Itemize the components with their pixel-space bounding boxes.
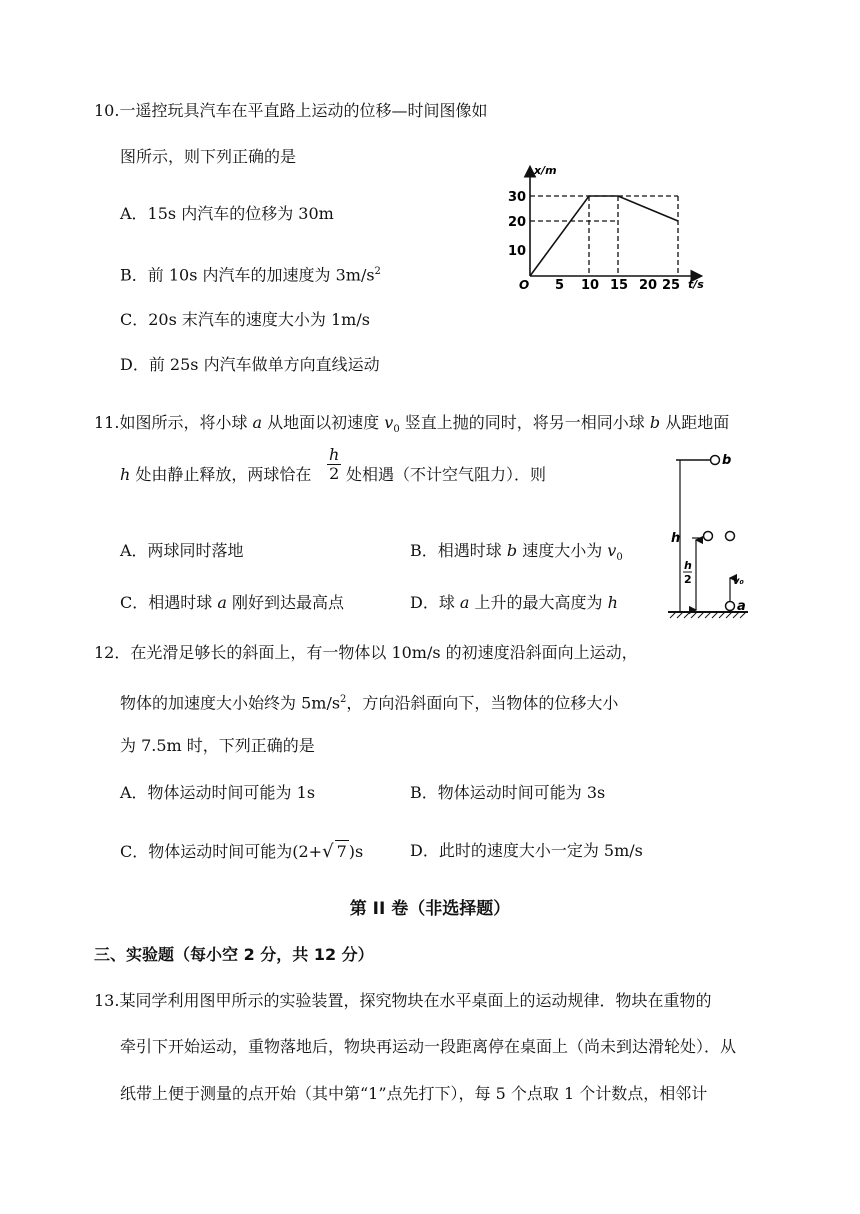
q12-option-c	[120, 840, 363, 863]
q11-stem-text-2: 从地面以初速度	[262, 413, 385, 432]
q12-stem-line2-exponent: 2	[340, 694, 347, 705]
graph-guide-lines	[530, 196, 678, 276]
q12-option-b: B．物体运动时间可能为 3s	[410, 783, 606, 802]
q11-stem-line1	[94, 412, 729, 441]
sqrt-sign: √	[322, 841, 334, 862]
ball-b-meet	[704, 532, 713, 541]
q12-option-a: A．物体运动时间可能为 1s	[120, 783, 316, 802]
q10-option-b	[120, 261, 381, 286]
q11-var-b: b	[649, 413, 661, 432]
q12-stem-line3: 为 7.5m 时，下列正确的是	[120, 736, 315, 755]
graph-origin: O	[519, 278, 530, 292]
part3-title: 三、实验题（每小空 2 分，共 12 分）	[94, 945, 374, 964]
q11-var-a: a	[252, 413, 263, 432]
q10-xt-graph	[500, 158, 720, 292]
graph-xtick-10: 10	[581, 278, 600, 292]
q10-option-b-text: B．前 10s 内汽车的加速度为 3m/s	[120, 265, 375, 285]
q11-var-h: h	[120, 465, 131, 484]
q11-frac-num: h	[329, 445, 340, 464]
q10-stem-line1: 10.一遥控玩具汽车在平直路上运动的位移—时间图像如	[94, 101, 488, 120]
graph-ytick-10: 10	[508, 244, 527, 259]
ball-a-ground	[726, 602, 735, 611]
ball-a-meet	[726, 532, 735, 541]
q12-stem-line2	[120, 689, 618, 714]
q11-option-b	[410, 540, 623, 569]
ball-b-top	[711, 456, 720, 465]
graph-xlabel: t/s	[688, 278, 704, 291]
q11-option-b-v: v	[607, 541, 617, 560]
q11-option-a: A．两球同时落地	[120, 541, 244, 560]
graph-xtick-20: 20	[639, 278, 658, 292]
q10-option-a: A．15s 内汽车的位移为 30m	[120, 204, 334, 223]
q11-option-c	[120, 592, 344, 614]
q13-line1: 13.某同学利用图甲所示的实验装置，探究物块在水平桌面上的运动规律．物块在重物的	[94, 991, 712, 1010]
graph-xtick-25: 25	[662, 278, 681, 292]
q11-v0-sub: 0	[393, 424, 400, 436]
q12-stem-line2-post: ，方向沿斜面向下，当物体的位移大小	[346, 693, 619, 713]
q11-v0: v	[384, 413, 394, 432]
q11-stem-line2-end: 处相遇（不计空气阻力）．则	[346, 465, 547, 484]
q11-stem-text-4: 从距地面	[660, 413, 730, 432]
q10-option-c: C．20s 末汽车的速度大小为 1m/s	[120, 310, 370, 329]
q11-option-d-h: h	[607, 593, 618, 612]
q11-stem-text-5: 处由静止释放，两球恰在	[130, 465, 312, 484]
figure-label-h2-den: 2	[684, 573, 692, 586]
q11-option-c-post: 刚好到达最高点	[226, 593, 344, 612]
graph-xtick-5: 5	[555, 278, 565, 292]
q11-option-b-text: B．相遇时球	[410, 541, 507, 560]
q12-stem-line2-pre: 物体的加速度大小始终为 5m/s	[120, 693, 341, 713]
figure-label-a: a	[737, 599, 746, 614]
figure-label-v0: v₀	[733, 576, 744, 587]
q10-stem-line2: 图所示，则下列正确的是	[120, 147, 297, 166]
q11-option-b-var: b	[506, 541, 518, 560]
graph-ytick-20: 20	[508, 215, 527, 230]
figure-label-h2-num: h	[684, 559, 692, 572]
q13-line3: 纸带上便于测量的点开始（其中第“1”点先打下），每 5 个点取 1 个计数点，相邻计	[120, 1084, 708, 1103]
q12-option-d: D．此时的速度大小一定为 5m/s	[410, 841, 643, 860]
q12-option-c-post: )s	[348, 842, 364, 861]
q10-option-b-exponent: 2	[374, 266, 381, 277]
q13-line2: 牵引下开始运动，重物落地后，物块再运动一段距离停在桌面上（尚未到达滑轮处）．从	[120, 1037, 737, 1056]
q11-option-d-text: D．球	[410, 593, 460, 612]
graph-xtick-15: 15	[610, 278, 629, 292]
q11-option-c-text: C．相遇时球	[120, 593, 218, 612]
q10-option-d: D．前 25s 内汽车做单方向直线运动	[120, 355, 380, 374]
q11-option-b-mid: 速度大小为	[517, 541, 608, 560]
graph-ylabel: x/m	[534, 164, 557, 177]
q11-option-b-sub: 0	[616, 552, 623, 564]
q11-frac-den: 2	[329, 464, 340, 483]
figure-label-b: b	[722, 453, 732, 468]
q11-figure	[660, 446, 760, 624]
q12-option-c-pre: C．物体运动时间可能为(2+	[120, 842, 323, 861]
q12-stem-line1: 12．在光滑足够长的斜面上，有一物体以 10m/s 的初速度沿斜面向上运动，	[94, 643, 638, 662]
q11-stem-text-3: 竖直上抛的同时，将另一相同小球	[399, 413, 650, 432]
q11-option-d-mid: 上升的最大高度为	[469, 593, 608, 612]
q11-option-c-var: a	[217, 593, 227, 612]
graph-xt-line	[530, 196, 678, 276]
figure-label-h: h	[671, 531, 681, 546]
q11-option-d	[410, 592, 618, 614]
section-title: 第 II 卷（非选择题）	[349, 899, 511, 919]
graph-ytick-30: 30	[508, 190, 527, 205]
q11-option-d-var: a	[459, 593, 470, 612]
q11-stem-line2	[120, 464, 311, 486]
q12-option-c-sqrt: 7	[336, 842, 347, 861]
q11-stem-text-1: 11.如图所示，将小球	[94, 413, 253, 432]
q11-fraction-h-over-2	[327, 446, 341, 483]
